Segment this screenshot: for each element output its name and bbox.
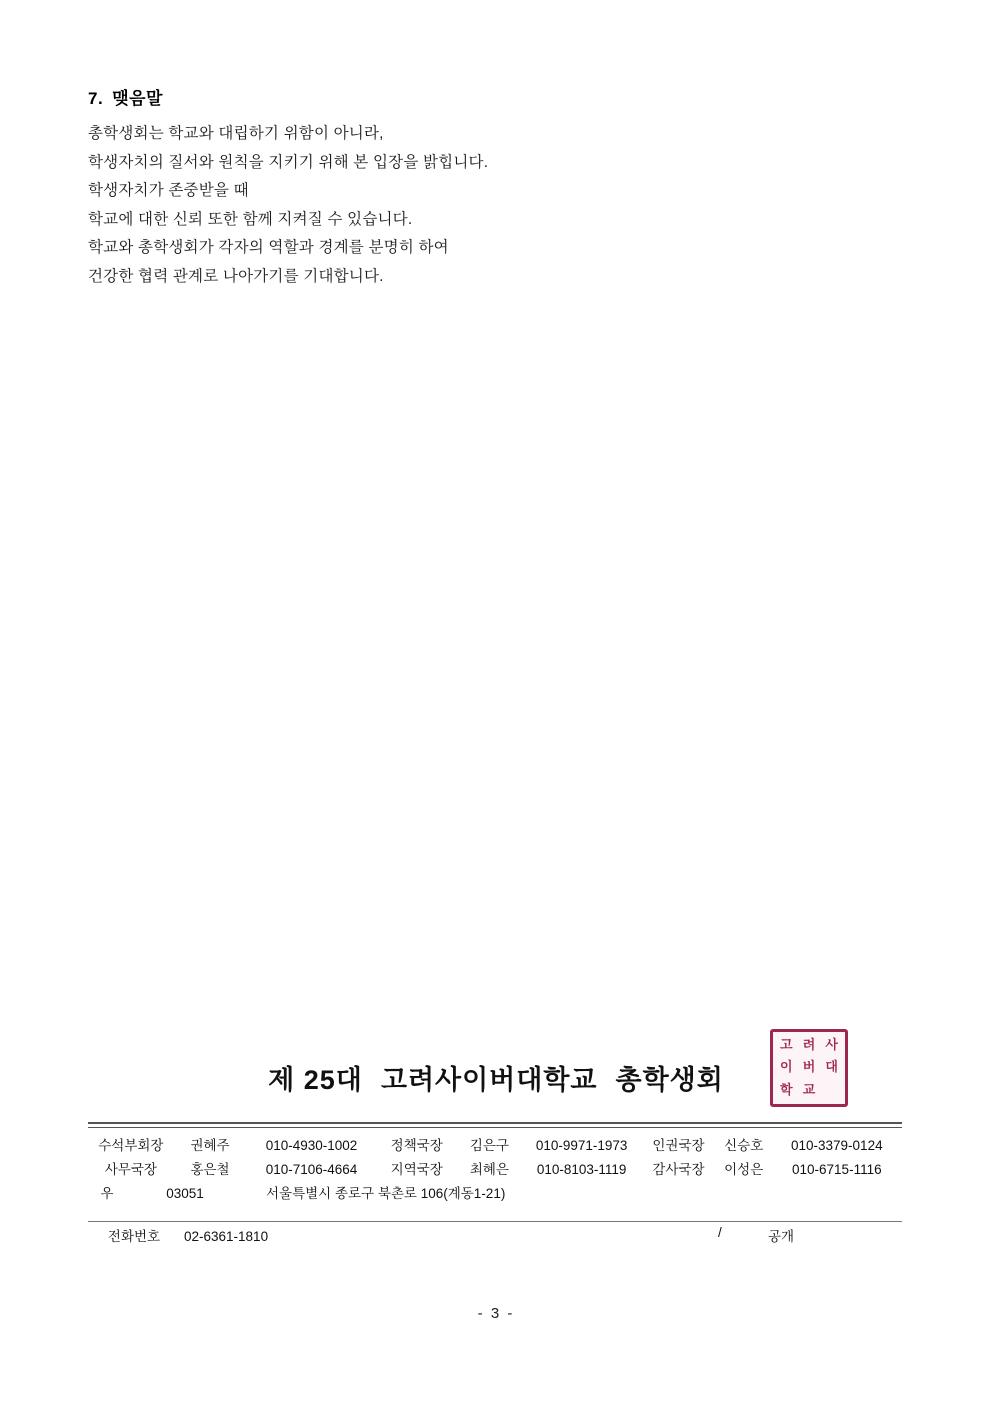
telephone-row <box>88 1225 902 1245</box>
contact-name: 김은구 <box>469 1138 509 1153</box>
signature-body: 총학생회 <box>615 1065 724 1095</box>
postal-code: 03051 <box>166 1186 204 1201</box>
footer-divider-bottom <box>88 1127 902 1128</box>
contact-name: 홍은철 <box>190 1162 230 1177</box>
contact-phone: 010-3379-0124 <box>791 1138 883 1153</box>
contact-role: 지역국장 <box>390 1162 443 1177</box>
contact-role: 사무국장 <box>104 1162 157 1177</box>
page-number: - 3 - <box>477 1305 515 1322</box>
contact-role: 정책국장 <box>390 1138 443 1153</box>
paragraph-line: 총학생회는 학교와 대립하기 위함이 아니라, <box>88 125 384 142</box>
contact-row <box>88 1158 902 1182</box>
seal-glyph: 이 <box>780 1060 793 1076</box>
signature-term: 제 25대 <box>268 1065 363 1095</box>
paragraph-line: 학교와 총학생회가 각자의 역할과 경계를 분명히 하여 <box>88 239 449 256</box>
telephone-value: 02-6361-1810 <box>184 1229 269 1244</box>
telephone-label: 전화번호 <box>107 1229 161 1244</box>
seal-glyph: 려 <box>802 1037 816 1053</box>
contact-role: 수석부회장 <box>98 1138 164 1153</box>
seal-glyph: 사 <box>825 1037 838 1053</box>
contact-phone: 010-6715-1116 <box>792 1162 882 1177</box>
seal-glyph: 버 <box>802 1060 816 1076</box>
closing-paragraph <box>88 120 788 291</box>
section-title: 맺음말 <box>112 89 163 108</box>
seal-glyph <box>820 1079 843 1102</box>
seal-glyph: 대 <box>825 1060 838 1076</box>
footer-contacts <box>88 1134 902 1208</box>
contact-name: 권혜주 <box>190 1138 230 1153</box>
paragraph-line: 건강한 협력 관계로 나아가기를 기대합니다. <box>88 267 384 285</box>
address-text: 서울특별시 종로구 북촌로 106(계동1-21) <box>266 1186 506 1201</box>
contact-phone: 010-4930-1002 <box>265 1138 358 1153</box>
contact-name: 신승호 <box>724 1138 764 1153</box>
telephone-separator: / <box>718 1225 722 1240</box>
seal-glyph: 고 <box>780 1037 793 1053</box>
contact-role: 인권국장 <box>652 1138 705 1153</box>
contact-phone: 010-9971-1973 <box>535 1138 628 1153</box>
official-seal-icon <box>770 1029 848 1107</box>
contact-row <box>88 1134 902 1158</box>
paragraph-line: 학생자치가 존중받을 때 <box>88 182 249 199</box>
contact-phone: 010-7106-4664 <box>265 1162 358 1177</box>
paragraph-line: 학생자치의 질서와 원칙을 지키기 위해 본 입장을 밝힙니다. <box>88 153 489 171</box>
seal-glyph: 학 <box>780 1083 793 1099</box>
section-heading <box>88 84 163 109</box>
paragraph-line: 학교에 대한 신뢰 또한 함께 지켜질 수 있습니다. <box>88 210 413 228</box>
footer-divider-thin <box>88 1221 902 1222</box>
seal-glyph: 교 <box>802 1083 816 1099</box>
disclosure-label: 공개 <box>768 1229 795 1244</box>
postal-label: 우 <box>100 1186 114 1201</box>
contact-phone: 010-8103-1119 <box>536 1162 627 1177</box>
signature-university: 고려사이버대학교 <box>380 1065 598 1095</box>
contact-role: 감사국장 <box>652 1162 705 1177</box>
address-row <box>88 1182 902 1208</box>
contact-name: 최혜은 <box>469 1162 509 1177</box>
footer-divider-top <box>88 1122 902 1124</box>
section-number: 7. <box>88 89 104 108</box>
contact-name: 이성은 <box>724 1162 764 1177</box>
